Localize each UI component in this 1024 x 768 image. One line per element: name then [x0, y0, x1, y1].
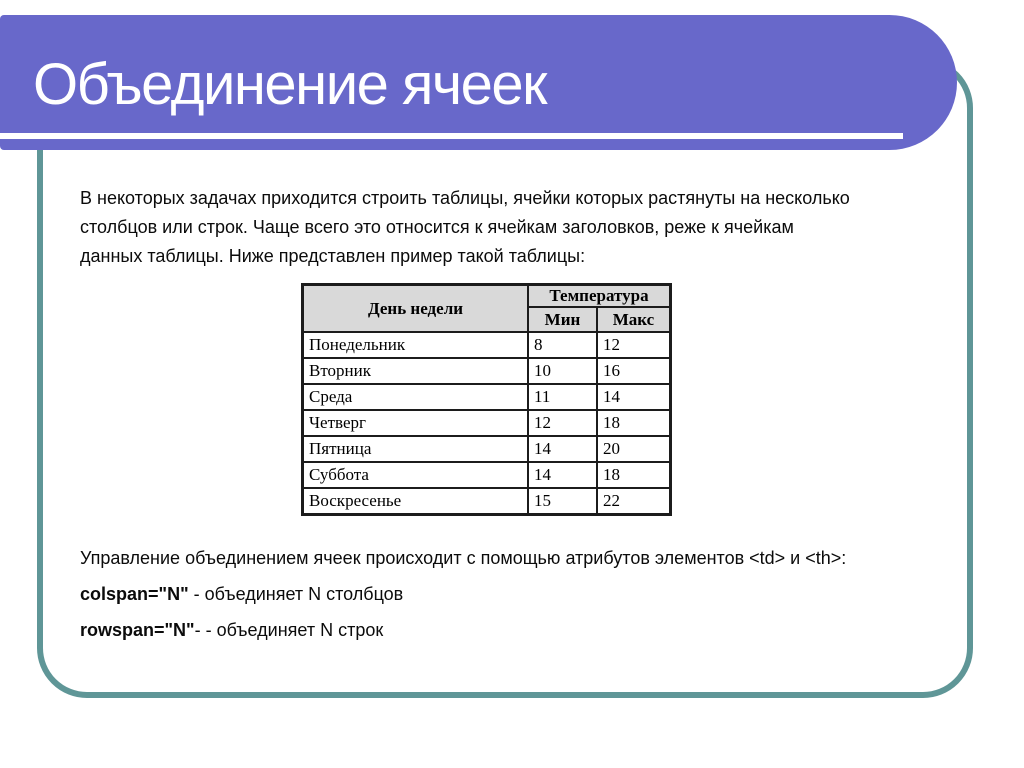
table-row	[303, 462, 671, 488]
title-underline	[0, 133, 903, 139]
table-row	[303, 488, 671, 514]
title-band	[0, 15, 957, 150]
table-header-temperature: Температура	[528, 285, 671, 308]
table-header-min: Мин	[528, 307, 597, 332]
temperature-table	[301, 283, 672, 516]
table-row	[303, 358, 671, 384]
day-cell: Вторник	[303, 358, 529, 384]
max-cell: 14	[597, 384, 671, 410]
intro-line: данных таблицы. Ниже представлен пример такой таблицы:	[80, 246, 586, 266]
day-cell: Пятница	[303, 436, 529, 462]
min-cell: 12	[528, 410, 597, 436]
intro-line: столбцов или строк. Чаще всего это относится к ячейкам заголовков, реже к ячейкам	[80, 217, 794, 237]
min-cell: 15	[528, 488, 597, 514]
max-cell: 20	[597, 436, 671, 462]
day-cell: Четверг	[303, 410, 529, 436]
slide-title: Объединение ячеек	[33, 52, 546, 117]
max-cell: 12	[597, 332, 671, 358]
intro-paragraph	[80, 184, 970, 271]
table-header-day: День недели	[303, 285, 529, 333]
min-cell: 10	[528, 358, 597, 384]
table-row	[303, 436, 671, 462]
rowspan-code: rowspan="N"	[80, 620, 195, 640]
table-row	[303, 332, 671, 358]
colspan-code: colspan="N"	[80, 584, 189, 604]
management-text: Управление объединением ячеек происходит с помощью атрибутов элементов <td> и <th>:	[80, 548, 847, 568]
max-cell: 18	[597, 410, 671, 436]
day-cell: Воскресенье	[303, 488, 529, 514]
colspan-definition	[80, 584, 970, 605]
colspan-description: - объединяет N столбцов	[188, 584, 404, 604]
day-cell: Суббота	[303, 462, 529, 488]
max-cell: 16	[597, 358, 671, 384]
table-row	[303, 384, 671, 410]
day-cell: Понедельник	[303, 332, 529, 358]
table-row	[303, 410, 671, 436]
min-cell: 8	[528, 332, 597, 358]
day-cell: Среда	[303, 384, 529, 410]
max-cell: 18	[597, 462, 671, 488]
table-header-max: Макс	[597, 307, 671, 332]
min-cell: 11	[528, 384, 597, 410]
min-cell: 14	[528, 462, 597, 488]
rowspan-definition	[80, 620, 970, 641]
min-cell: 14	[528, 436, 597, 462]
rowspan-description: - - объединяет N строк	[194, 620, 384, 640]
max-cell: 22	[597, 488, 671, 514]
intro-line: В некоторых задачах приходится строить таблицы, ячейки которых растянуты на несколько	[80, 188, 850, 208]
